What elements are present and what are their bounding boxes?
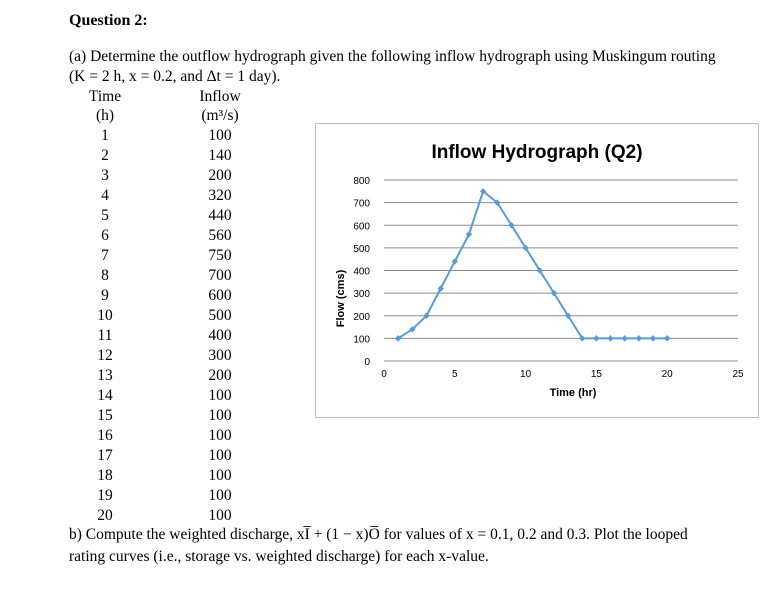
table-cell-time: 3 [101,167,109,184]
table-cell-inflow: 100 [208,447,232,464]
table-cell-time: 4 [101,187,109,204]
y-tick-label: 200 [353,311,370,323]
series-line [398,191,667,338]
inflow-header: Inflow [199,88,241,105]
table-cell-inflow: 440 [208,207,232,224]
time-header: Time [88,88,122,105]
table-cell-inflow: 320 [208,187,232,204]
table-cell-inflow: 100 [208,427,232,444]
table-cell-time: 17 [97,447,113,464]
y-tick-label: 400 [353,266,370,278]
y-tick-label: 300 [353,289,370,301]
series-inflow [395,188,670,341]
x-tick-label: 25 [732,369,744,380]
data-point [622,335,628,341]
data-point [636,335,642,341]
x-tick-labels [381,369,744,380]
table-cell-time: 6 [101,227,109,244]
table-cell-time: 15 [97,407,113,424]
table-cell-inflow: 200 [208,367,232,384]
part-a-line-2: (K = 2 h, x = 0.2, and Δt = 1 day). [69,68,281,85]
table-cell-time: 18 [97,467,113,484]
table-cell-inflow: 560 [208,227,232,244]
y-tick-label: 800 [353,176,370,187]
chart-title: Inflow Hydrograph (Q2) [431,142,643,163]
y-tick-labels [353,176,370,368]
table-cell-inflow: 100 [208,387,232,404]
x-axis-label: Time (hr) [549,387,597,399]
time-unit: (h) [95,107,115,124]
part-b-line-2: rating curves (i.e., storage vs. weighted discharge) for each x-value. [69,548,489,565]
x-tick-label: 15 [590,369,602,380]
data-point [650,335,656,341]
table-cell-inflow: 600 [208,287,232,304]
table-cell-time: 9 [101,287,109,304]
x-tick-label: 10 [520,369,532,380]
y-axis-label: Flow (cms) [335,269,347,328]
table-cell-time: 19 [97,487,113,504]
y-tick-label: 0 [364,357,370,368]
table-cell-inflow: 700 [208,267,232,284]
table-cell-inflow: 300 [208,347,232,364]
table-cell-inflow: 140 [208,147,232,164]
table-cell-inflow: 400 [208,327,232,344]
chart-grid [384,180,738,361]
table-cell-time: 12 [97,347,113,364]
table-cell-inflow: 750 [208,247,232,264]
table-cell-time: 10 [97,307,113,324]
table-cell-inflow: 100 [208,507,232,524]
table-cell-inflow: 100 [208,487,232,504]
data-point [664,335,670,341]
table-cell-time: 8 [101,267,109,284]
data-point [607,335,613,341]
x-tick-label: 5 [452,369,458,380]
y-tick-label: 600 [353,221,370,233]
table-cell-time: 16 [97,427,113,444]
part-a-line-1: (a) Determine the outflow hydrograph given the following inflow hydrograph using Muskingum routing [69,48,716,65]
y-tick-label: 500 [353,243,370,255]
table-cell-inflow: 100 [208,467,232,484]
table-cell-time: 7 [101,247,109,264]
table-cell-time: 14 [97,387,113,404]
table-cell-inflow: 500 [208,307,232,324]
table-cell-time: 2 [101,147,109,164]
chart-frame [315,123,759,418]
table-cell-time: 11 [97,327,113,344]
y-tick-label: 100 [353,334,370,346]
table-cell-time: 1 [101,127,109,144]
table-cell-time: 5 [101,207,109,224]
inflow-unit: (m³/s) [201,107,239,124]
x-tick-label: 0 [381,369,387,380]
table-cell-inflow: 200 [208,167,232,184]
table-cell-time: 13 [97,367,113,384]
data-point [593,335,599,341]
inflow-hydrograph-chart [316,124,758,417]
table-cell-time: 20 [97,507,113,524]
y-tick-label: 700 [353,198,370,210]
table-cell-inflow: 100 [208,407,232,424]
part-b-line-1: b) Compute the weighted discharge, xI̅ + (1 − x)O̅ for values of x = 0.1, 0.2 and 0.3. Plot the looped [69,526,688,543]
table-cell-inflow: 100 [208,127,232,144]
question-title: Question 2: [69,12,148,29]
x-tick-label: 20 [661,369,673,380]
